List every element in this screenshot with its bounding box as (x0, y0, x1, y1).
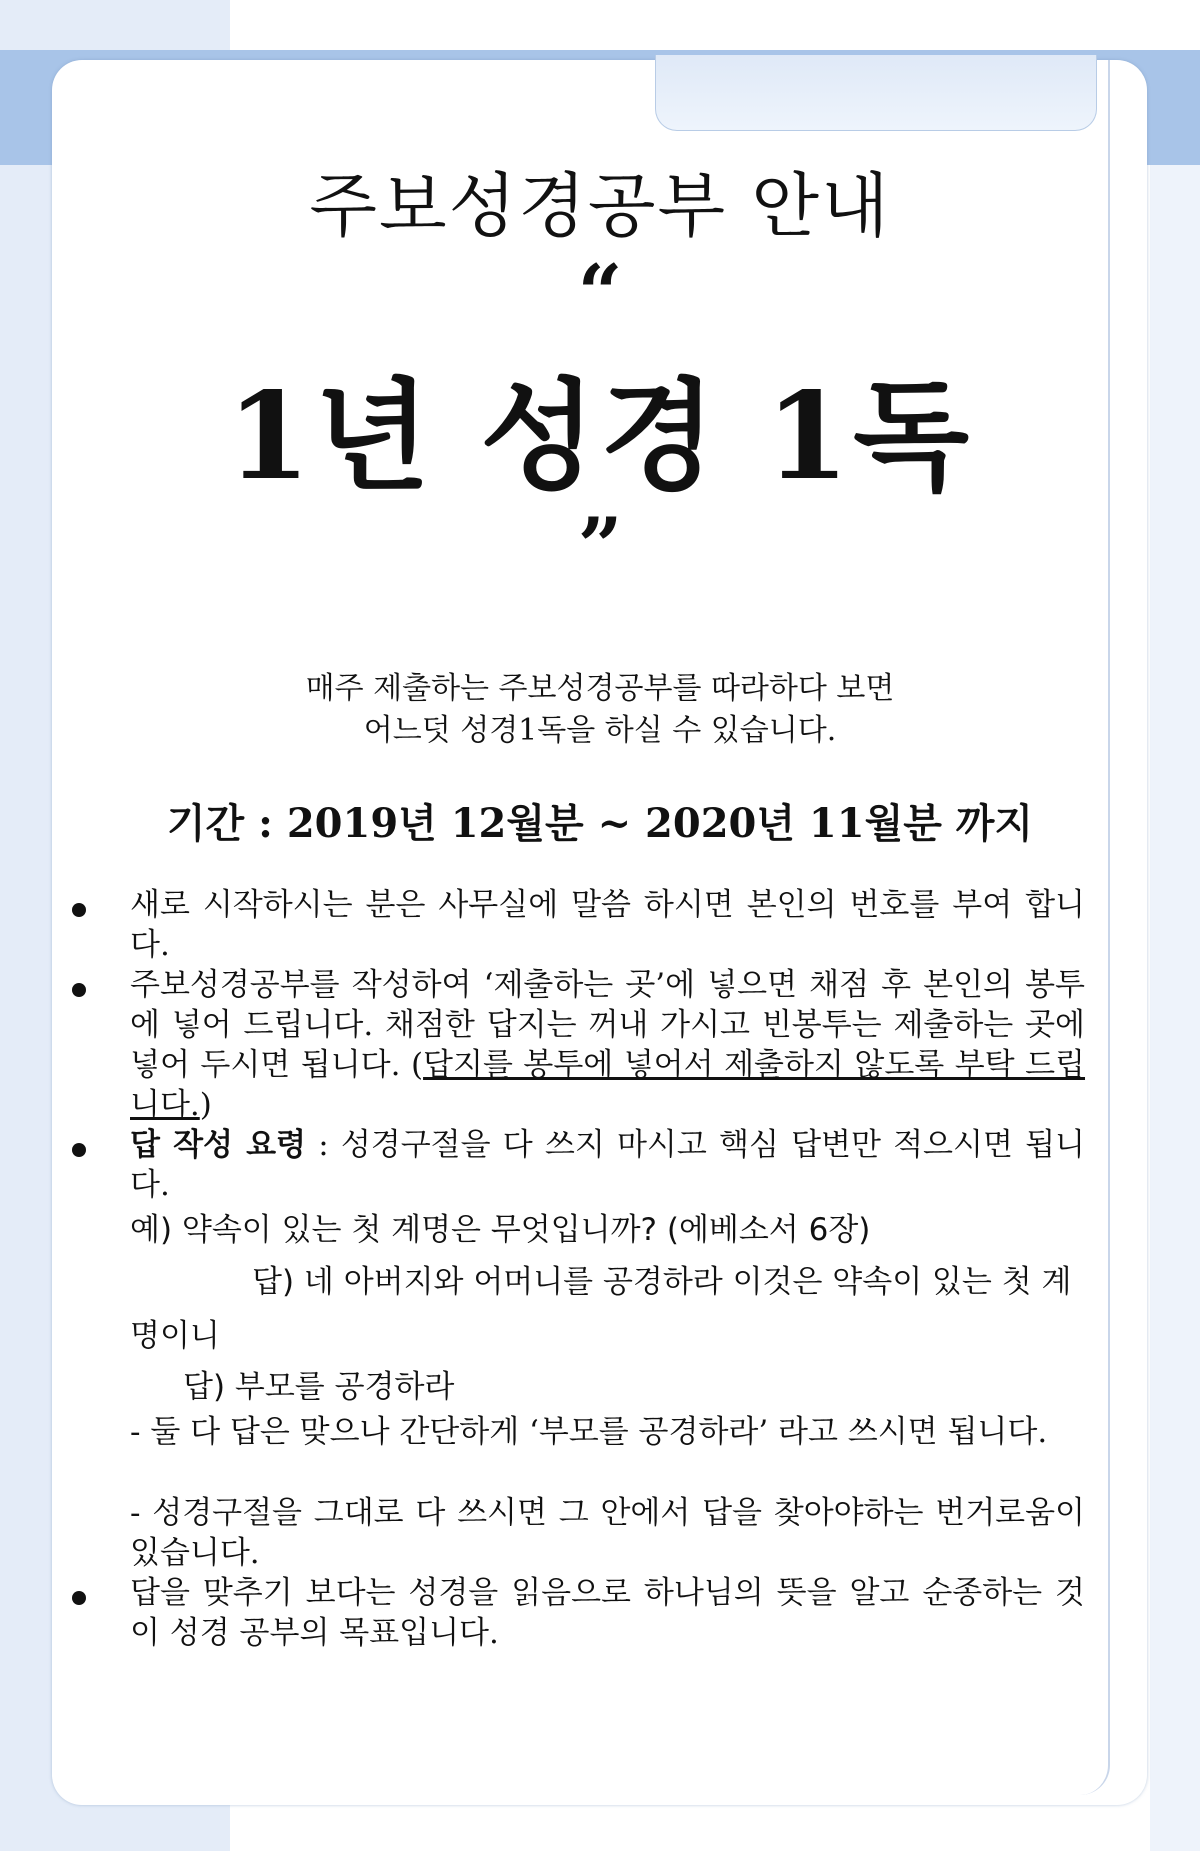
answer-guide-label: 답 작성 요령 (130, 1127, 306, 1163)
example-note-2: - 성경구절을 그대로 다 쓰시면 그 안에서 답을 찾아야하는 번거로움이 있습니다. (130, 1495, 1085, 1571)
example-answer-long-continued: 명이니 (130, 1318, 220, 1354)
bullet-dot (72, 1143, 86, 1157)
bullet-item-answer-guide (130, 1125, 1085, 1205)
bullet-dot (72, 1591, 86, 1605)
example-answer-long: 답) 네 아버지와 어머니를 공경하라 이것은 약속이 있는 첫 계 (252, 1264, 1072, 1300)
submission-text: 주보성경공부를 작성하여 ‘제출하는 곳’에 넣으면 채점 후 본인의 봉투에 넣어 드립니다. 채점한 답지는 꺼내 가시고 빈봉투는 제출하는 곳에 넣어 두시면 됩니다. ( (130, 967, 1085, 1083)
example-question: 예) 약속이 있는 첫 계명은 무엇입니까? (에베소서 6장) (130, 1212, 871, 1248)
closing-quote-mark: ” (577, 501, 623, 592)
intro-line-2: 어느덧 성경1독을 하실 수 있습니다. (363, 713, 837, 748)
submission-close-paren: ) (199, 1087, 212, 1123)
example-note-1: - 둘 다 답은 맞으나 간단하게 ‘부모를 공경하라’ 라고 쓰시면 됩니다. (130, 1414, 1048, 1450)
bullet-item-submission (130, 965, 1085, 1125)
bullet-dot (72, 903, 86, 917)
document-title: 주보성경공부 안내 (309, 165, 891, 247)
submission-underlined-note: 답지를 봉투에 넣어서 제출하지 않도록 부탁 드립니다. (130, 1047, 1086, 1123)
intro-line-1: 매주 제출하는 주보성경공부를 따라하다 보면 (305, 671, 895, 706)
headline: 1년 성경 1독 (226, 366, 974, 507)
answer-guide-text: : 성경구절을 다 쓰지 마시고 핵심 답변만 적으시면 됩니다. (130, 1127, 1085, 1203)
example-answer-short: 답) 부모를 공경하라 (183, 1369, 455, 1405)
bullet-item-new-member: 새로 시작하시는 분은 사무실에 말씀 하시면 본인의 번호를 부여 합니다. (130, 887, 1085, 963)
intro-text (0, 668, 1200, 752)
period-text: 기간 : 2019년 12월분 ~ 2020년 11월분 까지 (166, 800, 1034, 847)
bullet-item-goal: 답을 맞추기 보다는 성경을 읽음으로 하나님의 뜻을 알고 순종하는 것이 성경 공부의 목표입니다. (130, 1575, 1085, 1651)
bullet-dot (72, 983, 86, 997)
opening-quote-mark: “ (577, 248, 623, 339)
paper-tab-decoration (655, 55, 1097, 131)
